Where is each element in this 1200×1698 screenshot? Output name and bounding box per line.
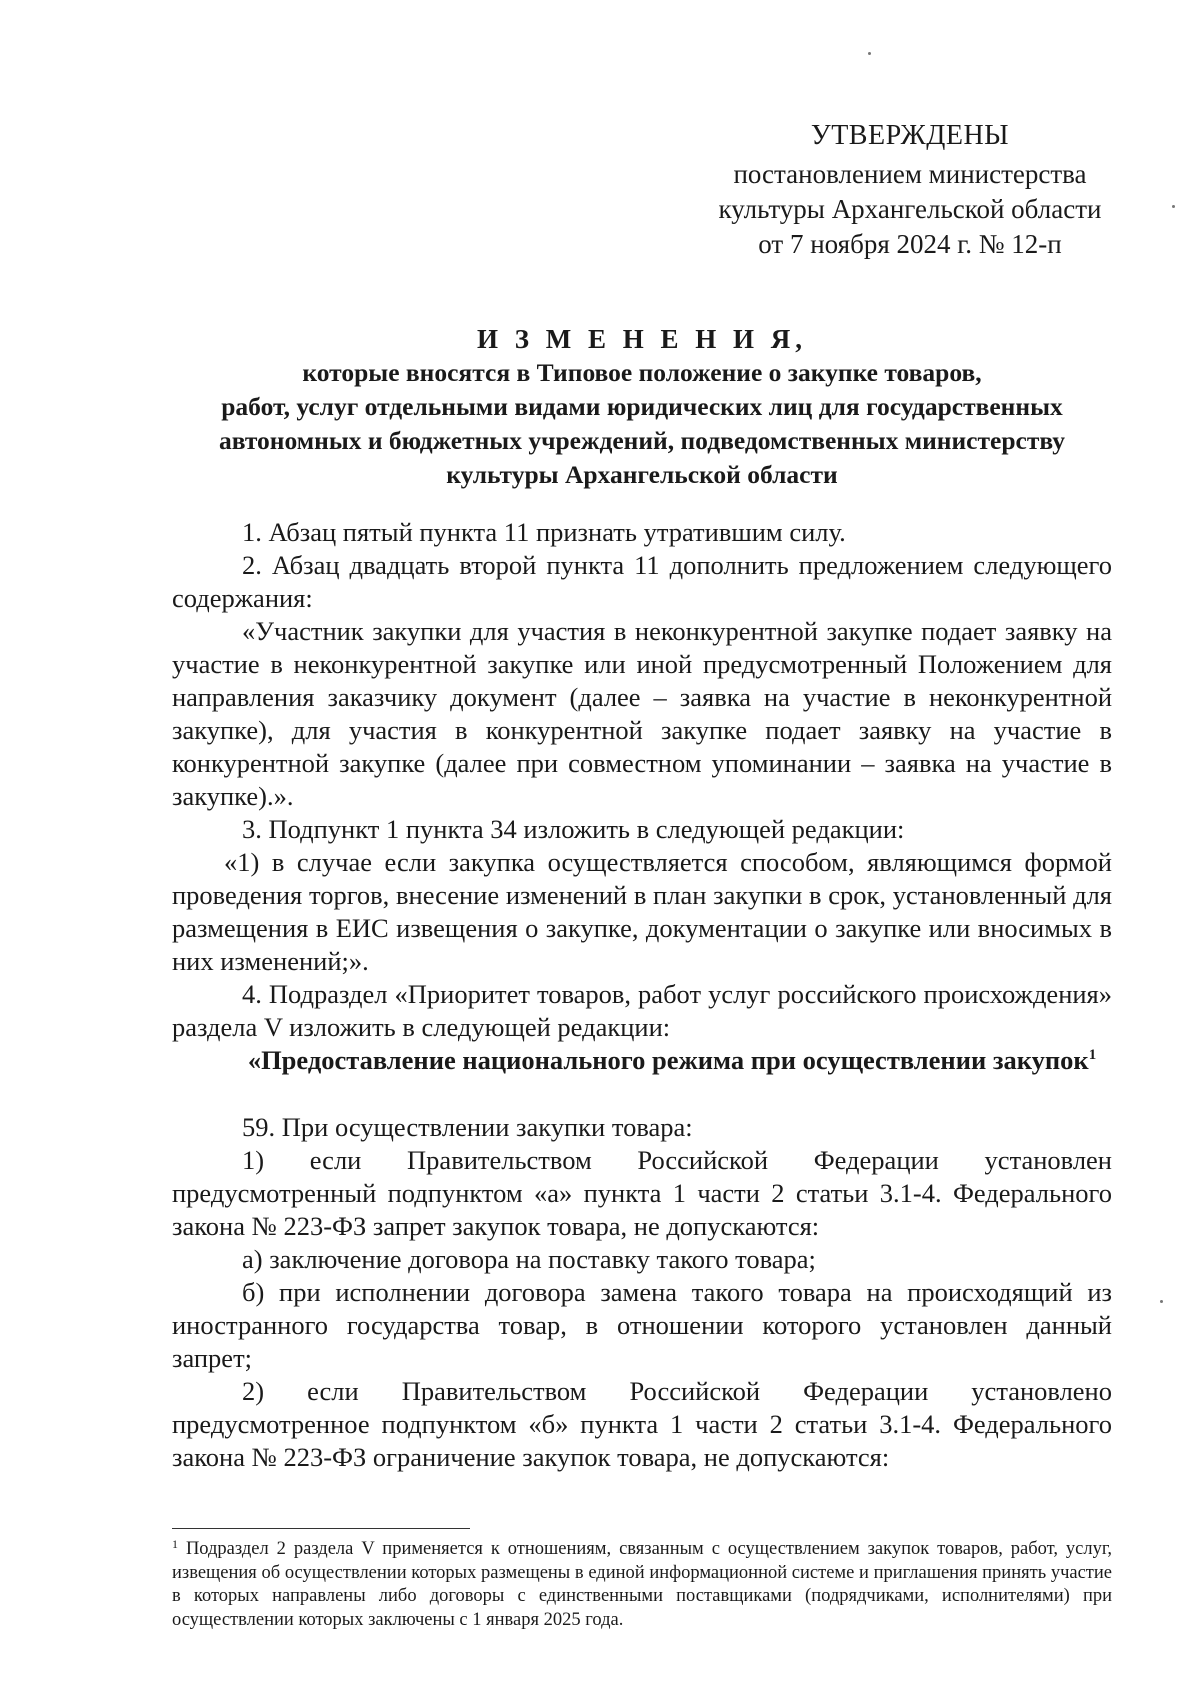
footnote xyxy=(172,1538,1112,1632)
document-body xyxy=(172,516,1112,1474)
title-caps: И З М Е Н Е Н И Я, xyxy=(476,324,807,354)
title-line-2: работ, услуг отдельными видами юридических лиц для государственных xyxy=(221,392,1063,421)
footnote-text: Подраздел 2 раздела V применяется к отношениям, связанным с осуществлением закупок товаров, работ, услуг, извещения об осуществлении которых размещены в единой информационной системе и приглашения принять участие в которых направлены либо договоры с единственными поставщиками (подрядчиками, исполнителями) при осуществлении которых заключены с 1 января 2025 года. xyxy=(172,1539,1112,1630)
document-title xyxy=(172,322,1112,492)
paragraph-59-1-a: а) заключение договора на поставку такого товара; xyxy=(242,1244,816,1274)
paragraph-59-1-b: б) при исполнении договора замена такого товара на происходящий из иностранного государства товар, в отношении которого установлен данный запрет; xyxy=(172,1277,1112,1373)
paragraph-1: 1. Абзац пятый пункта 11 признать утратившим силу. xyxy=(242,517,846,547)
paragraph-3-quote: «Участник закупки для участия в неконкурентной закупке подает заявку на участие в неконкурентной закупке или иной предусмотренный Положением для направления заказчику документ (далее – заявка на участие в неконкурентной закупке), для участия в конкурентной закупке подает заявку на участие в конкурентной закупке (далее при совместном упоминании – заявка на участие в закупке).». xyxy=(172,616,1112,811)
paragraph-5-quote: «1) в случае если закупка осуществляется способом, являющимся формой проведения торгов, внесение изменений в план закупки в срок, установленный для размещения в ЕИС извещения о закупке, документации о закупке или вносимых в них изменений;». xyxy=(172,847,1112,976)
approval-line-2: культуры Архангельской области xyxy=(718,194,1102,224)
paragraph-2: 2. Абзац двадцать второй пункта 11 дополнить предложением следующего содержания: xyxy=(172,550,1112,613)
approval-line-3: от 7 ноября 2024 г. № 12-п xyxy=(758,229,1062,259)
title-line-4: культуры Архангельской области xyxy=(446,460,838,489)
approval-stamp xyxy=(690,118,1130,262)
footnote-ref: 1 xyxy=(1088,1047,1097,1063)
paragraph-6: 4. Подраздел «Приоритет товаров, работ услуг российского происхождения» раздела V изложить в следующей редакции: xyxy=(172,979,1112,1042)
paragraph-59: 59. При осуществлении закупки товара: xyxy=(242,1112,693,1142)
scan-speck xyxy=(868,52,871,55)
paragraph-59-1: 1) если Правительством Российской Федерации установлен предусмотренный подпунктом «а» пункта 1 части 2 статьи 3.1-4. Федерального закона № 223-ФЗ запрет закупок товара, не допускаются: xyxy=(172,1145,1112,1241)
title-line-1: которые вносятся в Типовое положение о закупке товаров, xyxy=(302,358,982,387)
footnote-separator xyxy=(172,1528,470,1529)
section-subheading xyxy=(172,1044,1112,1077)
footnote-mark: 1 xyxy=(172,1537,178,1551)
scan-speck xyxy=(1160,1300,1163,1303)
approval-word: УТВЕРЖДЕНЫ xyxy=(810,120,1010,151)
subheading-text: «Предоставление национального режима при осуществлении закупок xyxy=(247,1045,1089,1075)
paragraph-59-2: 2) если Правительством Российской Федерации установлено предусмотренное подпунктом «б» пункта 1 части 2 статьи 3.1-4. Федерального закона № 223-ФЗ ограничение закупок товара, не допускаются: xyxy=(172,1376,1112,1472)
paragraph-4: 3. Подпункт 1 пункта 34 изложить в следующей редакции: xyxy=(242,814,905,844)
approval-line-1: постановлением министерства xyxy=(733,159,1087,189)
scan-speck xyxy=(1172,205,1175,208)
title-line-3: автономных и бюджетных учреждений, подведомственных министерству xyxy=(218,426,1066,455)
